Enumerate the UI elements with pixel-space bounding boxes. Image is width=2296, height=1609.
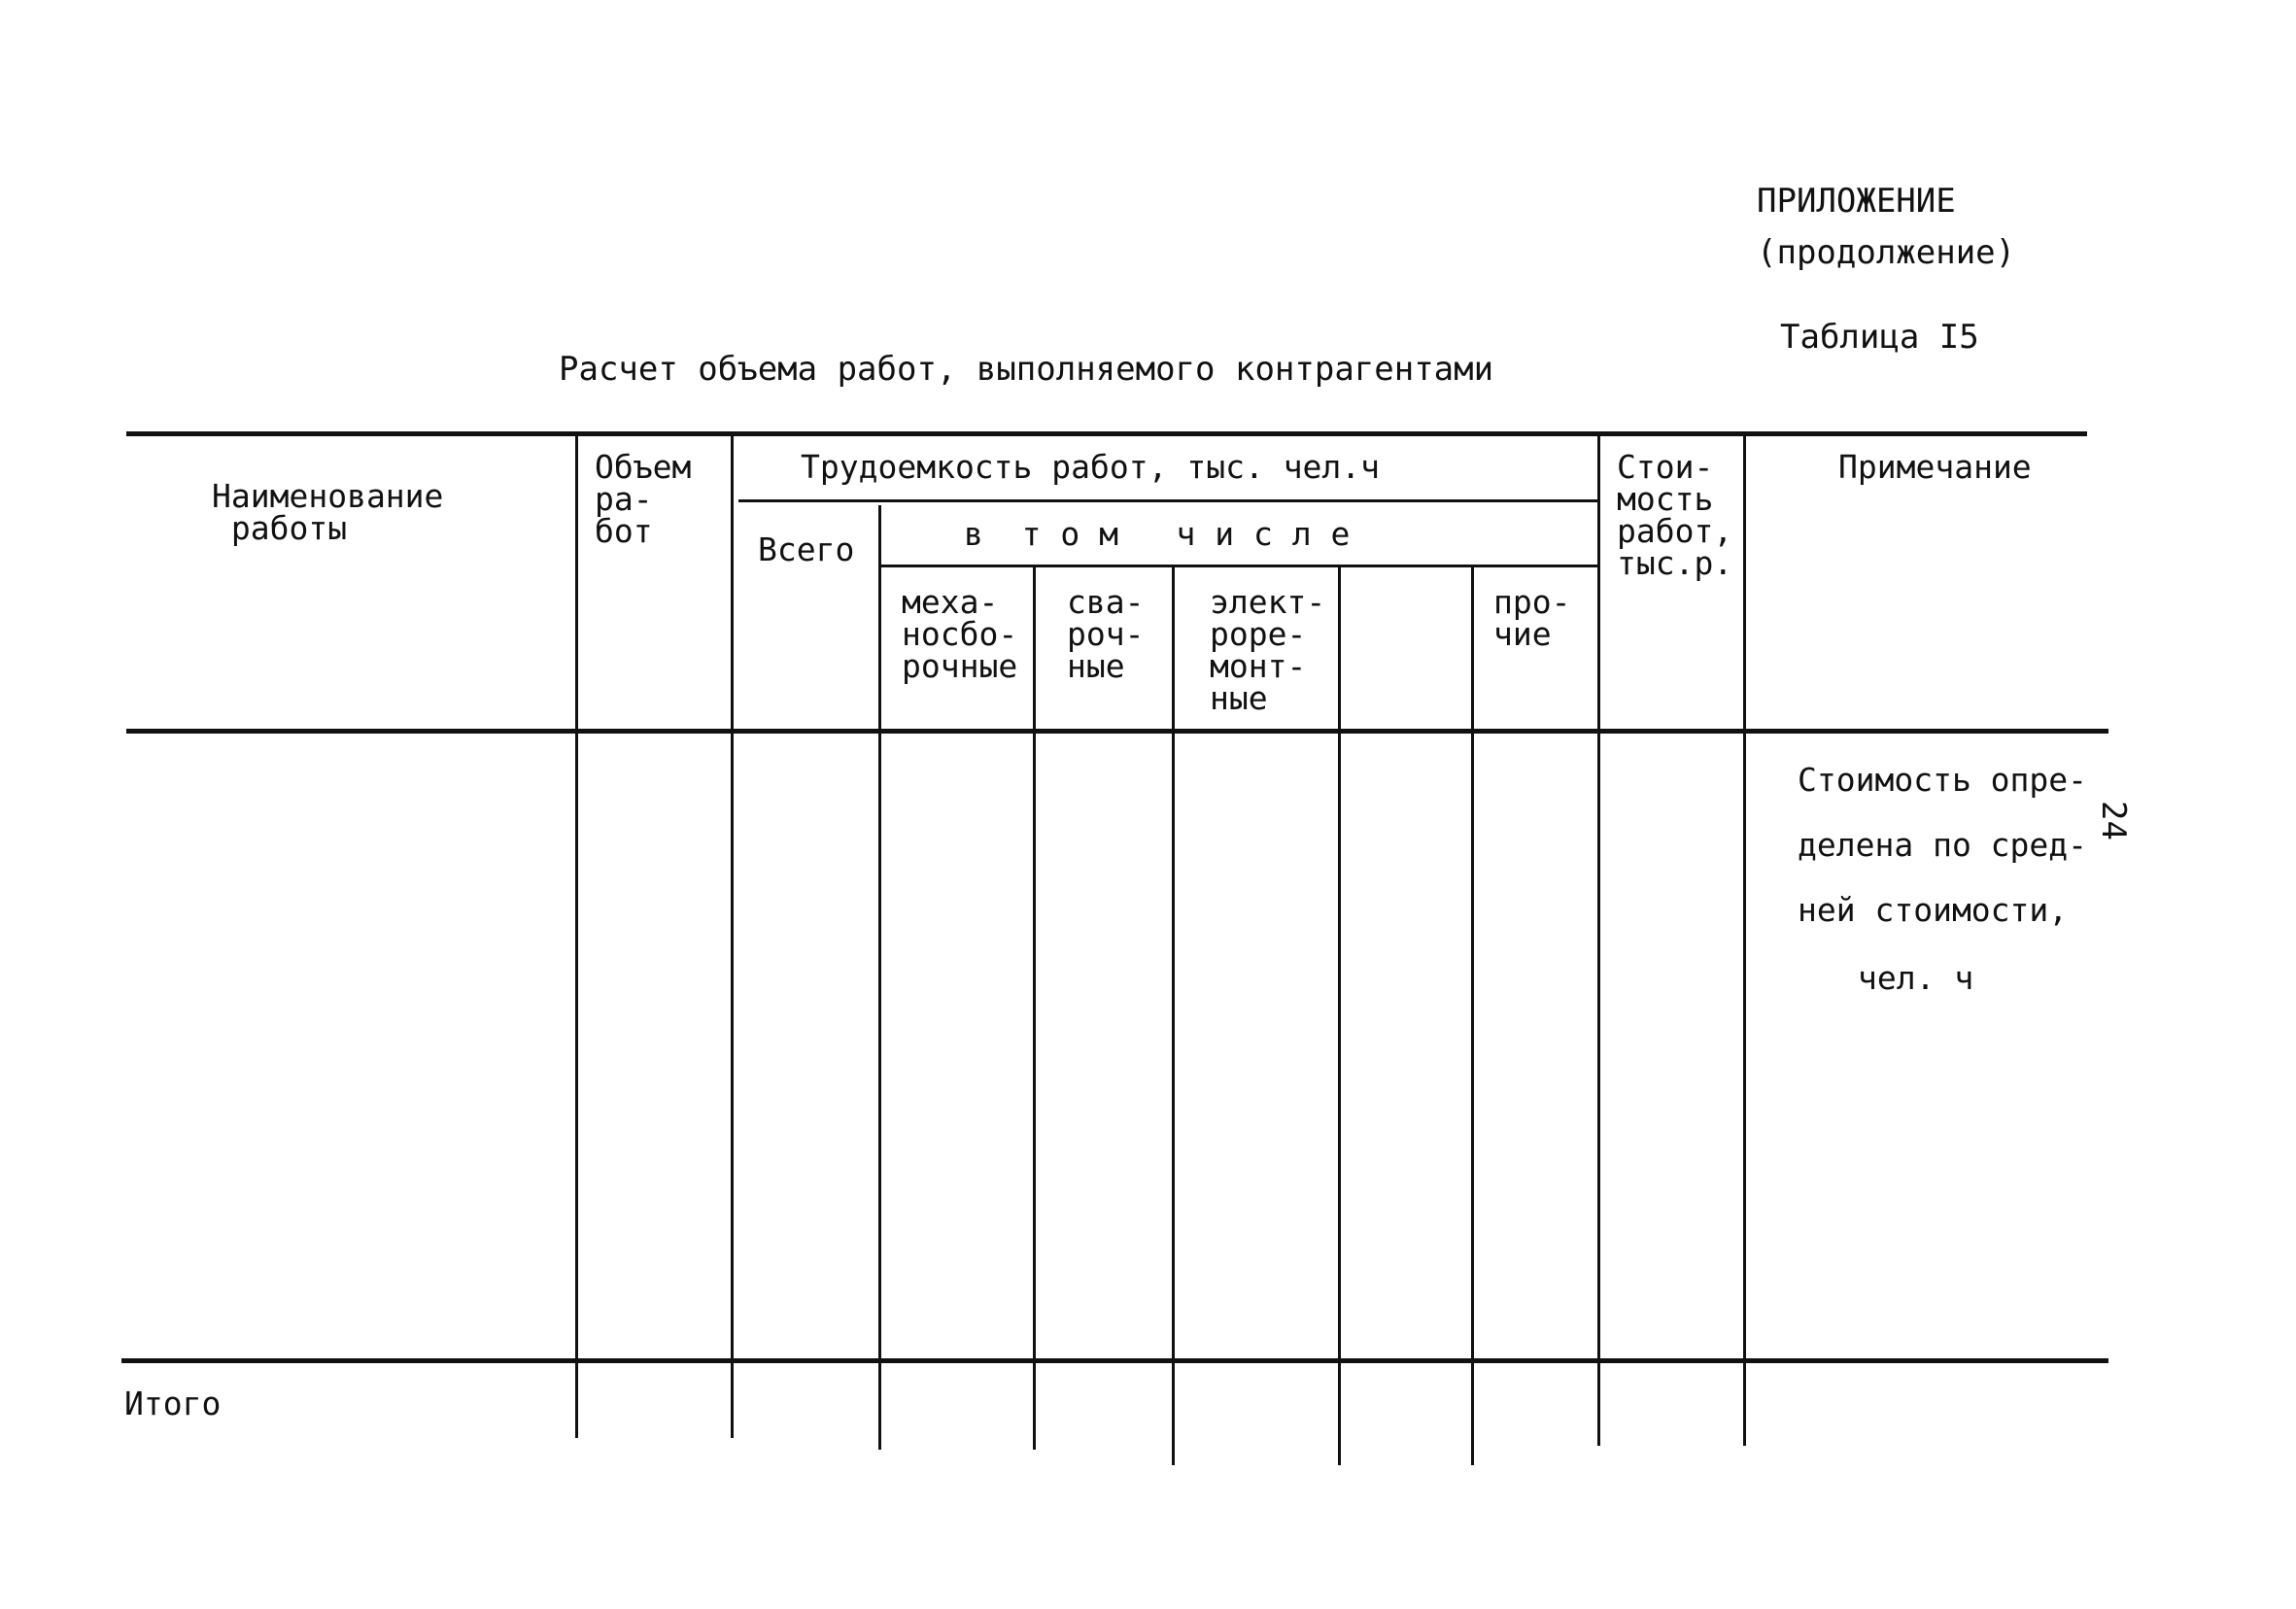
col-divider-6 bbox=[1338, 567, 1341, 1465]
col-divider-8 bbox=[1597, 435, 1600, 1446]
col-divider-3 bbox=[878, 505, 881, 1450]
header-name: Наименование работы bbox=[212, 477, 444, 547]
including-subheader-rule bbox=[881, 565, 1599, 567]
note-line-2: делена по сред- bbox=[1798, 826, 2088, 864]
col-divider-1 bbox=[575, 435, 578, 1438]
header-elec: элект- роре- монт- ные bbox=[1210, 583, 1326, 717]
appendix-continued: (продолжение) bbox=[1757, 233, 2016, 272]
labor-subheader-rule bbox=[738, 499, 1599, 502]
header-mech: меха- носбо- рочные bbox=[902, 583, 1018, 685]
col-divider-2 bbox=[731, 435, 734, 1438]
note-line-4: чел. ч bbox=[1858, 959, 1974, 997]
header-bottom-rule bbox=[126, 729, 2108, 734]
table-top-rule bbox=[126, 431, 2087, 436]
header-volume: Объем ра- бот bbox=[595, 448, 692, 550]
header-note: Примечание bbox=[1838, 448, 2032, 486]
header-cost: Стои- мость работ, тыс.р. bbox=[1617, 448, 1733, 582]
header-including: в т о м ч и с л е bbox=[964, 515, 1351, 553]
col-divider-4 bbox=[1033, 567, 1036, 1450]
col-divider-7 bbox=[1471, 567, 1474, 1465]
table-title: Расчет объема работ, выполняемого контрагентами bbox=[559, 350, 1494, 389]
header-other: про- чие bbox=[1493, 583, 1571, 653]
total-row-label: Итого bbox=[124, 1385, 222, 1422]
page-number: 24 bbox=[2094, 801, 2133, 840]
header-labor: Трудоемкость работ, тыс. чел.ч bbox=[801, 448, 1381, 486]
table-label: Таблица I5 bbox=[1780, 318, 1979, 357]
note-line-3: ней стоимости, bbox=[1798, 891, 2069, 929]
header-total: Всего bbox=[758, 531, 855, 568]
col-divider-5 bbox=[1172, 567, 1175, 1465]
col-divider-9 bbox=[1743, 435, 1746, 1446]
header-weld: сва- роч- ные bbox=[1067, 583, 1145, 685]
appendix-label: ПРИЛОЖЕНИЕ bbox=[1757, 182, 1956, 221]
total-row-rule bbox=[121, 1358, 2108, 1363]
note-line-1: Стоимость опре- bbox=[1798, 761, 2088, 799]
